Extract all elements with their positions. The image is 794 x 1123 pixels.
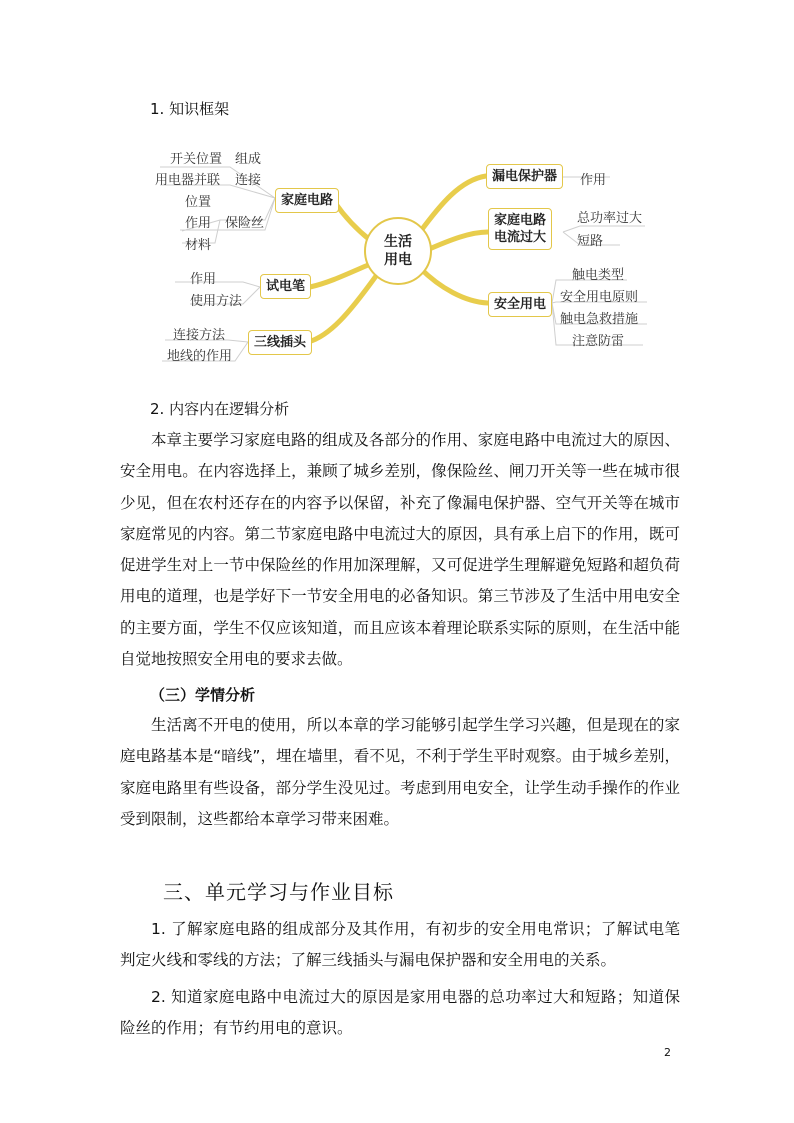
node-excess-current-line-1: 家庭电路	[494, 213, 547, 228]
node-center-life-electricity	[364, 217, 432, 285]
chapter-heading-goals: 三、单元学习与作业目标	[163, 880, 394, 904]
leaf-total-power: 总功率过大	[577, 211, 643, 226]
leaf-connection: 连接	[235, 173, 262, 188]
center-line-2: 用电	[384, 252, 412, 268]
leaf-tester-function: 作用	[190, 272, 217, 287]
leaf-shock-types: 触电类型	[572, 268, 625, 283]
leaf-lightning-protection: 注意防雷	[572, 334, 625, 349]
goal-item-1: 1. 了解家庭电路的组成部分及其作用，有初步的安全用电常识；了解试电笔判定火线和零线的方法；了解三线插头与漏电保护器和安全用电的关系。	[120, 920, 680, 970]
leaf-safety-principles: 安全用电原则	[560, 290, 639, 305]
mind-map	[140, 140, 660, 380]
leaf-parallel-appliances: 用电器并联	[155, 173, 221, 188]
leaf-function: 作用	[185, 216, 212, 231]
leaf-connection-method: 连接方法	[173, 328, 226, 343]
leaf-switch-position: 开关位置	[170, 152, 223, 167]
section-heading-knowledge-framework: 1. 知识框架	[150, 100, 230, 118]
goal-item-2: 2. 知道家庭电路中电流过大的原因是家用电器的总功率过大和短路；知道保险丝的作用；有节约用电的意识。	[120, 988, 680, 1038]
leaf-tester-usage: 使用方法	[190, 294, 243, 309]
node-test-pencil: 试电笔	[260, 274, 311, 299]
leaf-composition: 组成	[235, 152, 262, 167]
leaf-material: 材料	[185, 238, 212, 253]
section-heading-learning-situation: （三）学情分析	[150, 686, 256, 704]
leaf-position: 位置	[185, 195, 212, 210]
node-leakage-protector: 漏电保护器	[486, 164, 563, 189]
node-excess-current-line-2: 电流过大	[494, 230, 547, 245]
leaf-leakage-function: 作用	[580, 173, 607, 188]
leaf-first-aid: 触电急救措施	[560, 312, 639, 327]
page-number: 2	[664, 1046, 671, 1059]
center-line-1: 生活	[384, 234, 412, 250]
leaf-short-circuit: 短路	[577, 234, 604, 249]
section-heading-logic-analysis: 2. 内容内在逻辑分析	[150, 400, 290, 418]
paragraph-logic-analysis: 本章主要学习家庭电路的组成及各部分的作用、家庭电路中电流过大的原因、安全用电。在内容选择上，兼顾了城乡差别，像保险丝、闸刀开关等一些在城市很少见，但在农村还存在的内容予以保留，补充了像漏电保护器、空气开关等在城市家庭常见的内容。第二节家庭电路中电流过大的原因，具有承上启下的作用，既可促进学生对上一节中保险丝的作用加深理解，又可促进学生理解避免短路和超负荷用电的道理，也是学好下一节安全用电的必备知识。第三节涉及了生活中用电安全的主要方面，学生不仅应该知道，而且应该本着理论联系实际的原则，在生活中能自觉地按照安全用电的要求去做。	[120, 431, 680, 669]
leaf-ground-wire-function: 地线的作用	[167, 349, 233, 364]
node-excess-current	[488, 208, 552, 250]
node-household-circuit: 家庭电路	[275, 188, 339, 213]
leaf-fuse: 保险丝	[225, 216, 265, 231]
node-safe-electricity: 安全用电	[488, 292, 552, 317]
node-three-wire-plug: 三线插头	[248, 330, 312, 355]
paragraph-learning-situation: 生活离不开电的使用，所以本章的学习能够引起学生学习兴趣，但是现在的家庭电路基本是“暗线”，埋在墙里，看不见，不利于学生平时观察。由于城乡差别，家庭电路里有些设备，部分学生没见过。考虑到用电安全，让学生动手操作的作业受到限制，这些都给本章学习带来困难。	[120, 716, 680, 828]
